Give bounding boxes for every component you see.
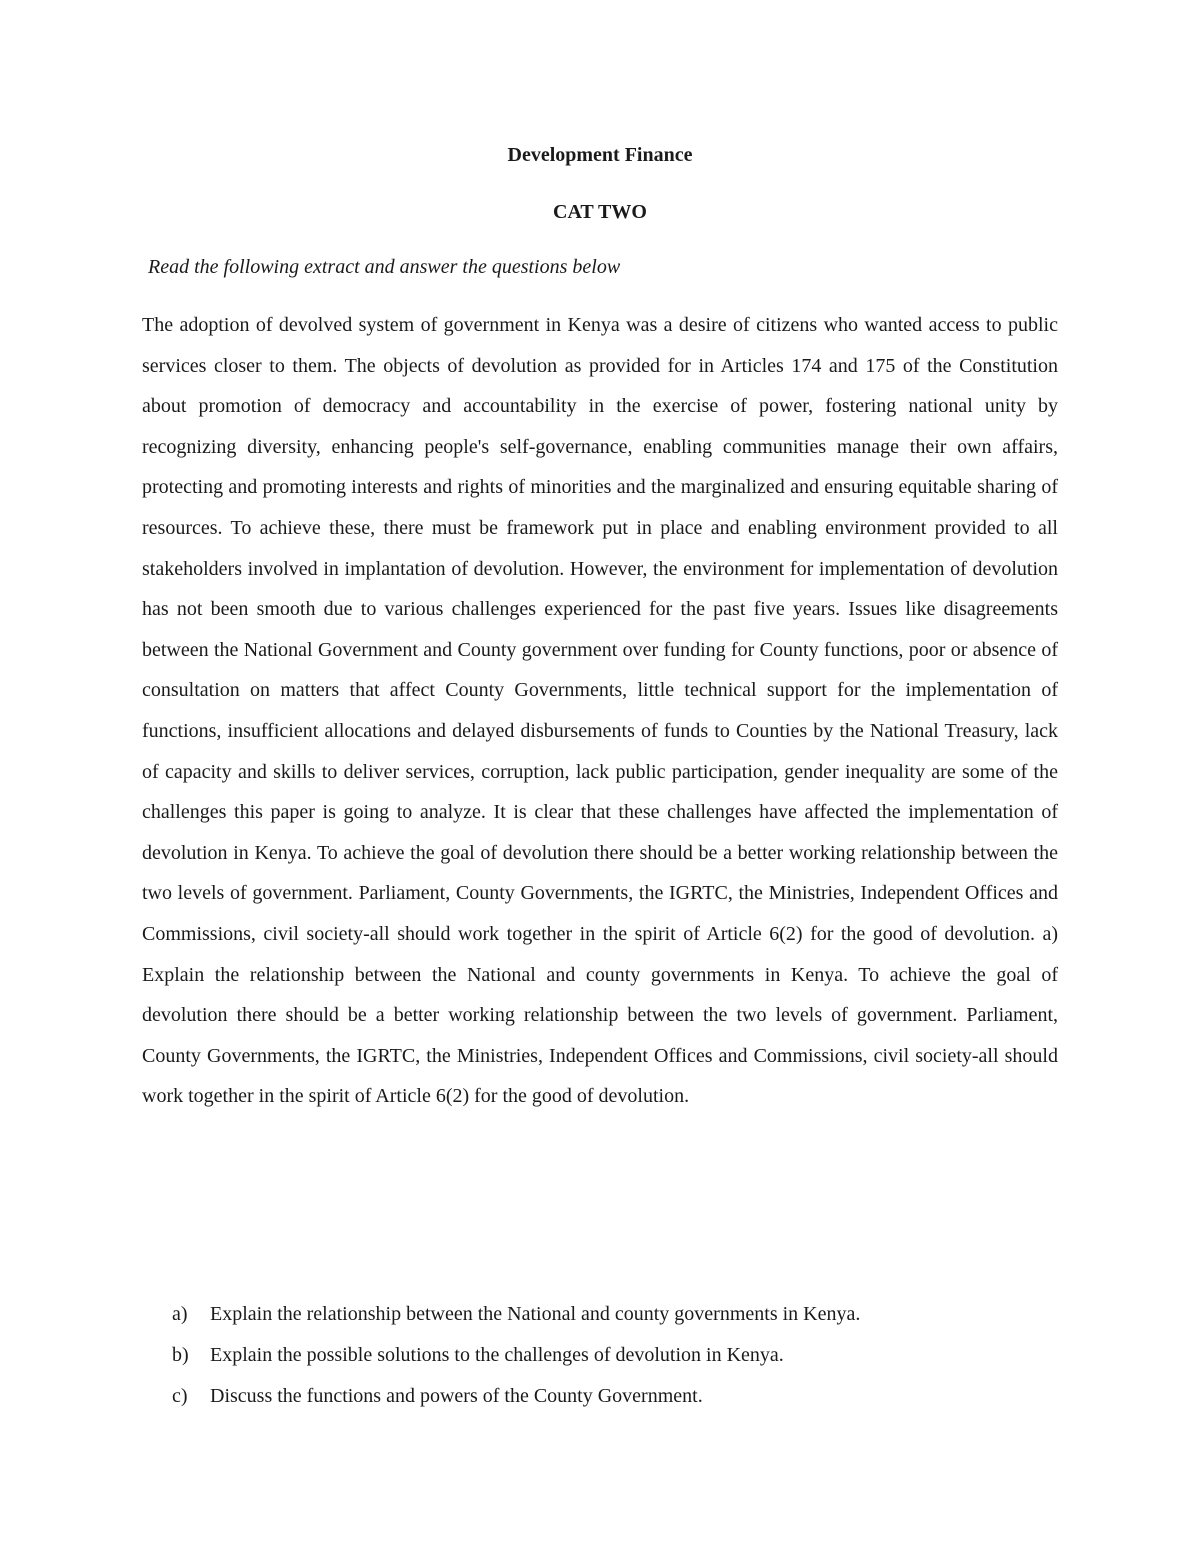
document-title: Development Finance bbox=[507, 144, 693, 166]
question-list bbox=[172, 1294, 860, 1417]
document-subtitle: CAT TWO bbox=[553, 201, 647, 223]
question-item bbox=[172, 1294, 860, 1335]
instruction-text: Read the following extract and answer the questions below bbox=[148, 256, 621, 278]
question-marker: b) bbox=[172, 1344, 189, 1366]
extract-paragraph: The adoption of devolved system of government in Kenya was a desire of citizens who wanted access to public services closer to them. The objects of devolution as provided for in Articles 174 and 175 of the Constitution about promotion of democracy and accountability in the exercise of power, fostering national unity by recognizing diversity, enhancing people's self-governance, enabling communities manage their own affairs, protecting and promoting interests and rights of minorities and the marginalized and ensuring equitable sharing of resources. To achieve these, there must be framework put in place and enabling environment provided to all stakeholders involved in implantation of devolution. However, the environment for implementation of devolution has not been smooth due to various challenges experienced for the past five years. Issues like disagreements between the National Government and County government over funding for County functions, poor or absence of consultation on matters that affect County Governments, little technical support for the implementation of functions, insufficient allocations and delayed disbursements of funds to Counties by the National Treasury, lack of capacity and skills to deliver services, corruption, lack public participation, gender inequality are some of the challenges this paper is going to analyze. It is clear that these challenges have affected the implementation of devolution in Kenya. To achieve the goal of devolution there should be a better working relationship between the two levels of government. Parliament, County Governments, the IGRTC, the Ministries, Independent Offices and Commissions, civil society-all should work together in the spirit of Article 6(2) for the good of devolution. a) Explain the relationship between the National and county governments in Kenya. To achieve the goal of devolution there should be a better working relationship between the two levels of government. Parliament, County Governments, the IGRTC, the Ministries, Independent Offices and Commissions, civil society-all should work together in the spirit of Article 6(2) for the good of devolution. bbox=[142, 314, 1058, 1108]
question-text: Explain the possible solutions to the challenges of devolution in Kenya. bbox=[210, 1344, 784, 1366]
question-text: Explain the relationship between the National and county governments in Kenya. bbox=[210, 1303, 861, 1325]
question-text: Discuss the functions and powers of the County Government. bbox=[210, 1385, 703, 1407]
question-item bbox=[172, 1376, 860, 1417]
question-item bbox=[172, 1335, 860, 1376]
question-marker: c) bbox=[172, 1385, 188, 1407]
question-marker: a) bbox=[172, 1303, 188, 1325]
